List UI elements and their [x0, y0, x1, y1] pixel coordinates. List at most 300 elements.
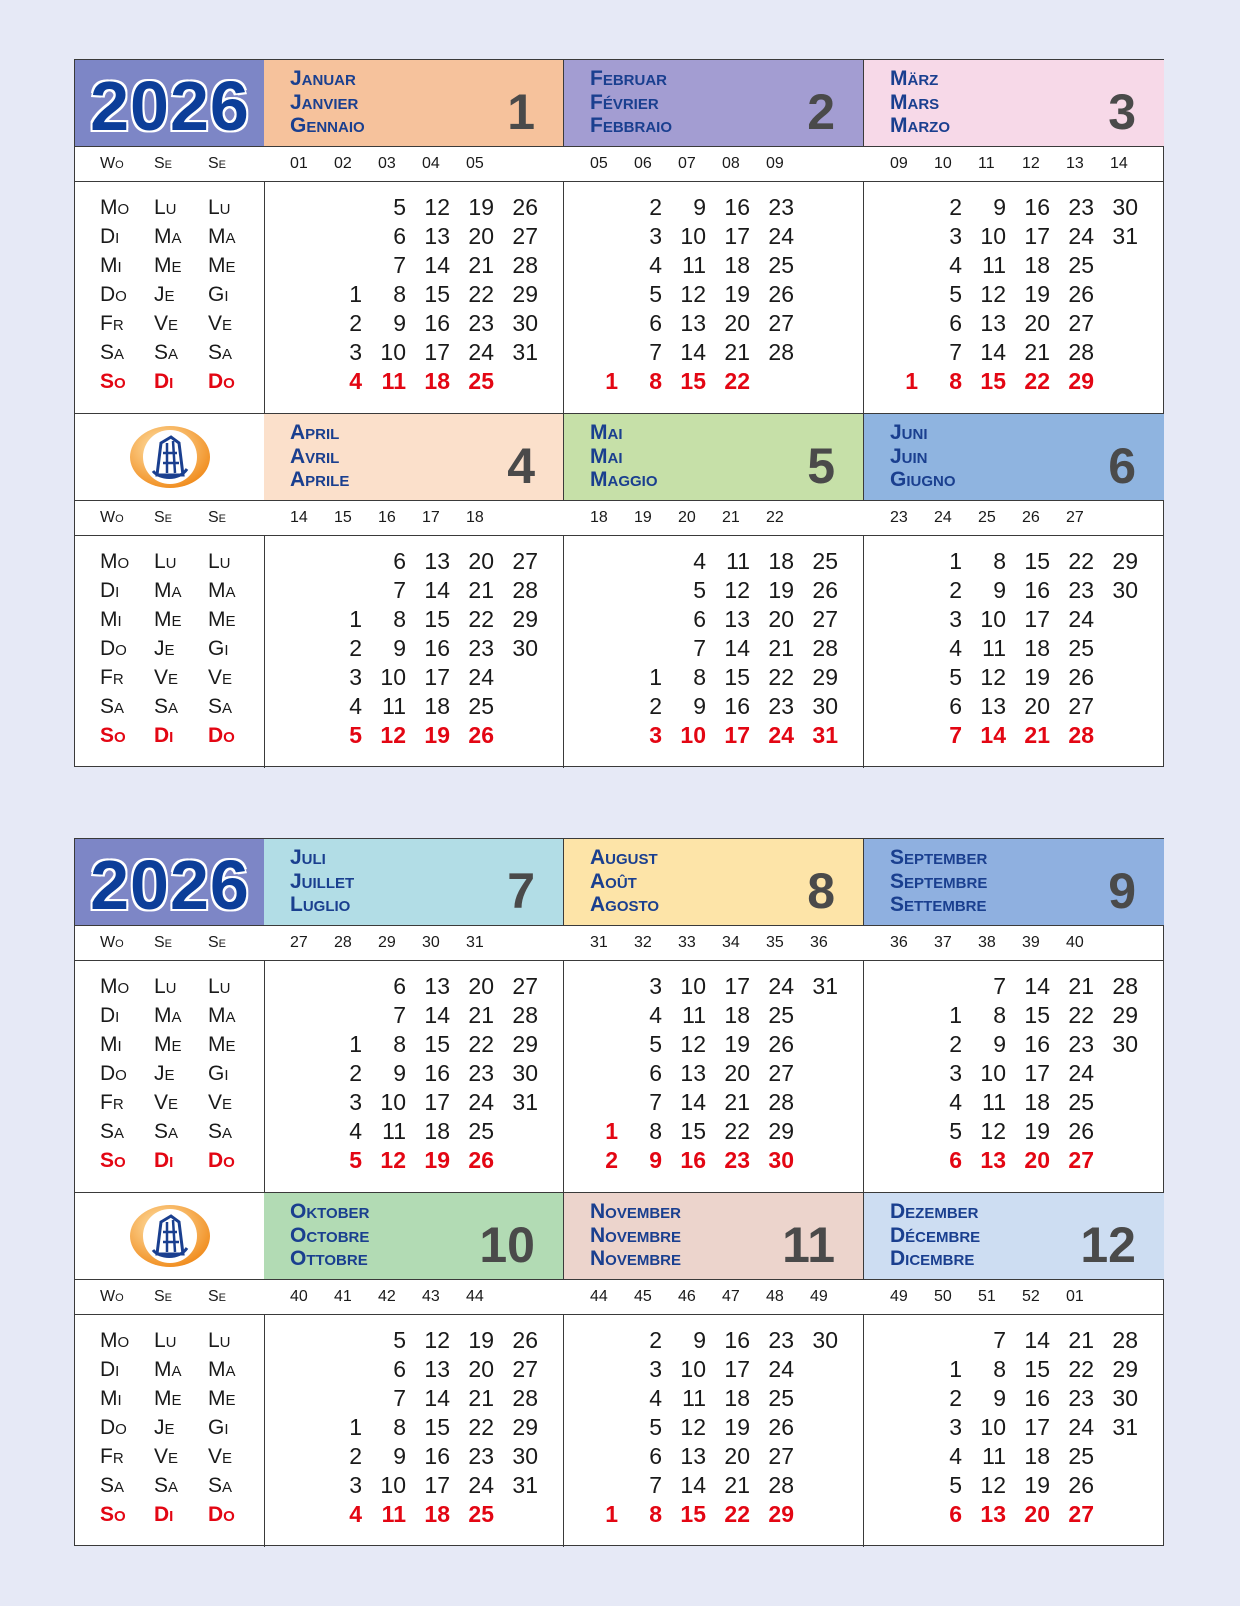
- day-cell: 17: [724, 722, 750, 748]
- day-cell: 15: [1024, 548, 1050, 574]
- day-cell: 2: [649, 194, 662, 220]
- month-name: Januar: [290, 67, 356, 90]
- day-cell: 15: [1024, 1002, 1050, 1028]
- week-number: 34: [722, 934, 740, 951]
- day-cell: 1: [605, 1118, 618, 1144]
- day-cell: 27: [768, 1060, 794, 1086]
- week-header-label: Wo: [100, 934, 124, 951]
- day-cell: 7: [393, 1002, 406, 1028]
- day-cell: 18: [724, 252, 750, 278]
- month-name: Août: [590, 869, 637, 893]
- week-number: 28: [334, 934, 352, 951]
- day-cell: 18: [1024, 1443, 1050, 1469]
- month-header-11: [564, 1193, 864, 1279]
- week-number: 48: [766, 1288, 784, 1305]
- day-cell: 19: [1024, 1118, 1050, 1144]
- day-cell: 26: [468, 1147, 494, 1173]
- day-cell: 19: [468, 194, 494, 220]
- day-cell: 13: [424, 548, 450, 574]
- day-cell: 21: [724, 339, 750, 365]
- week-number: 20: [678, 509, 696, 526]
- year-header: [75, 839, 265, 925]
- month-names: [590, 67, 672, 138]
- day-cell: 7: [649, 339, 662, 365]
- day-cell: 1: [605, 368, 618, 394]
- day-cell: 8: [393, 1031, 406, 1057]
- day-cell: 1: [349, 281, 362, 307]
- day-cell: 30: [512, 1060, 538, 1086]
- month-header-9: [864, 839, 1164, 925]
- day-cell: 10: [380, 664, 406, 690]
- day-label: Me: [154, 254, 182, 277]
- day-label: Di: [154, 1503, 174, 1526]
- day-label: Me: [208, 608, 236, 631]
- day-cell: 11: [682, 252, 706, 278]
- month-name: Ottobre: [290, 1247, 368, 1270]
- day-cell: 19: [768, 577, 794, 603]
- day-cell: 19: [1024, 664, 1050, 690]
- day-cell: 16: [680, 1147, 706, 1173]
- month-names: [890, 421, 956, 492]
- day-cell: 3: [949, 1414, 962, 1440]
- day-label: Sa: [100, 1474, 125, 1497]
- day-cell: 18: [1024, 252, 1050, 278]
- day-cell: 3: [949, 1060, 962, 1086]
- day-cell: 24: [468, 1472, 494, 1498]
- day-cell: 3: [949, 606, 962, 632]
- day-cell: 26: [768, 1031, 794, 1057]
- day-cell: 4: [349, 693, 362, 719]
- day-label: Gi: [208, 1062, 229, 1085]
- week-number: 37: [934, 934, 952, 951]
- day-cell: 18: [724, 1002, 750, 1028]
- day-label: Do: [100, 1062, 127, 1085]
- week-number: 23: [890, 509, 908, 526]
- day-label: Me: [208, 1387, 236, 1410]
- day-cell: 29: [1112, 548, 1138, 574]
- day-cell: 19: [724, 1031, 750, 1057]
- day-cell: 15: [680, 1118, 706, 1144]
- day-cell: 8: [393, 281, 406, 307]
- month-number: 7: [507, 863, 535, 919]
- month-name: Juin: [890, 444, 928, 468]
- day-cell: 23: [768, 693, 794, 719]
- day-cell: 1: [649, 664, 662, 690]
- day-cell: 17: [424, 1472, 450, 1498]
- day-cell: 7: [649, 1089, 662, 1115]
- day-cell: 12: [980, 281, 1006, 307]
- day-label: Ve: [154, 312, 179, 335]
- month-name: Novembre: [590, 1247, 682, 1270]
- day-cell: 30: [768, 1147, 794, 1173]
- week-number: 02: [334, 155, 352, 172]
- day-cell: 15: [680, 368, 706, 394]
- day-cell: 28: [1112, 973, 1138, 999]
- day-cell: 22: [468, 1414, 494, 1440]
- day-label: Ve: [208, 1445, 233, 1468]
- month-names: [590, 846, 659, 917]
- day-cell: 24: [768, 973, 794, 999]
- month-name: Luglio: [290, 893, 351, 916]
- month-header-5: [564, 414, 864, 500]
- month-name: Giugno: [890, 468, 956, 491]
- day-cell: 15: [424, 1031, 450, 1057]
- calendar-block: [75, 839, 1163, 1193]
- day-label: Ma: [154, 1358, 182, 1381]
- day-cell: 12: [380, 722, 406, 748]
- day-cell: 7: [393, 252, 406, 278]
- day-cell: 1: [349, 1414, 362, 1440]
- day-cell: 24: [1068, 1414, 1094, 1440]
- week-number: 46: [678, 1288, 696, 1305]
- week-number: 09: [890, 155, 908, 172]
- day-cell: 13: [980, 693, 1006, 719]
- month-name: Febbraio: [590, 114, 672, 137]
- month-header-3: [864, 60, 1164, 146]
- week-number: 05: [466, 155, 484, 172]
- day-cell: 29: [768, 1118, 794, 1144]
- day-cell: 19: [1024, 1472, 1050, 1498]
- day-cell: 12: [680, 1414, 706, 1440]
- month-name: Avril: [290, 444, 340, 468]
- day-cell: 8: [393, 606, 406, 632]
- day-cell: 1: [949, 548, 962, 574]
- day-cell: 21: [724, 1089, 750, 1115]
- day-cell: 22: [724, 1501, 750, 1527]
- day-cell: 2: [649, 693, 662, 719]
- day-cell: 4: [949, 1089, 962, 1115]
- week-number: 44: [590, 1288, 608, 1305]
- day-cell: 11: [982, 252, 1006, 278]
- day-cell: 16: [1024, 577, 1050, 603]
- day-label: Di: [154, 724, 174, 747]
- month-name: Februar: [590, 67, 667, 90]
- day-cell: 25: [468, 1501, 494, 1527]
- month-name: Décembre: [890, 1223, 981, 1247]
- day-cell: 19: [724, 281, 750, 307]
- day-cell: 3: [649, 973, 662, 999]
- day-cell: 17: [724, 223, 750, 249]
- week-header-label: Wo: [100, 155, 124, 172]
- day-label: Lu: [154, 196, 177, 219]
- day-cell: 20: [768, 606, 794, 632]
- day-cell: 23: [468, 310, 494, 336]
- day-label: Fr: [100, 1091, 124, 1114]
- month-names: [890, 67, 950, 138]
- day-cell: 1: [949, 1002, 962, 1028]
- day-cell: 31: [512, 339, 538, 365]
- day-label: Do: [100, 283, 127, 306]
- day-cell: 23: [468, 1060, 494, 1086]
- month-name: April: [290, 421, 340, 444]
- day-label: Ve: [154, 1445, 179, 1468]
- week-number: 17: [422, 509, 440, 526]
- week-number: 27: [1066, 509, 1084, 526]
- week-number: 36: [890, 934, 908, 951]
- day-cell: 17: [1024, 1414, 1050, 1440]
- day-label: So: [100, 1503, 126, 1526]
- day-cell: 3: [349, 339, 362, 365]
- day-cell: 15: [1024, 1356, 1050, 1382]
- week-number: 10: [934, 155, 952, 172]
- month-name: Juni: [890, 421, 928, 444]
- day-label: Sa: [100, 341, 125, 364]
- day-cell: 7: [393, 1385, 406, 1411]
- day-cell: 13: [680, 1443, 706, 1469]
- day-cell: 5: [949, 1472, 962, 1498]
- day-cell: 27: [512, 223, 538, 249]
- day-cell: 19: [1024, 281, 1050, 307]
- day-cell: 26: [812, 577, 838, 603]
- day-cell: 12: [980, 664, 1006, 690]
- day-cell: 10: [380, 339, 406, 365]
- day-cell: 14: [424, 1385, 450, 1411]
- day-cell: 10: [980, 1414, 1006, 1440]
- week-number-row: [75, 146, 1163, 182]
- day-cell: 1: [605, 1501, 618, 1527]
- day-cell: 15: [424, 281, 450, 307]
- week-number: 16: [378, 509, 396, 526]
- day-cell: 5: [393, 1327, 406, 1353]
- day-cell: 17: [424, 339, 450, 365]
- year-header: [75, 60, 265, 146]
- day-cell: 18: [1024, 635, 1050, 661]
- month-name: Mai: [590, 421, 623, 444]
- day-cell: 21: [768, 635, 794, 661]
- day-cell: 11: [382, 1118, 406, 1144]
- day-cell: 29: [1112, 1002, 1138, 1028]
- day-cell: 4: [349, 1118, 362, 1144]
- day-cell: 24: [1068, 606, 1094, 632]
- day-label: Ma: [154, 579, 182, 602]
- day-cell: 5: [949, 1118, 962, 1144]
- day-cell: 18: [424, 1501, 450, 1527]
- week-header-label: Wo: [100, 509, 124, 526]
- day-cell: 25: [768, 252, 794, 278]
- day-cell: 12: [424, 1327, 450, 1353]
- day-cell: 5: [649, 1414, 662, 1440]
- day-cell: 26: [768, 1414, 794, 1440]
- day-cell: 17: [1024, 606, 1050, 632]
- day-cell: 21: [1024, 339, 1050, 365]
- day-cell: 11: [682, 1002, 706, 1028]
- day-cell: 14: [680, 1472, 706, 1498]
- day-cell: 17: [424, 1089, 450, 1115]
- day-cell: 26: [1068, 664, 1094, 690]
- day-cell: 13: [980, 1501, 1006, 1527]
- day-cell: 21: [468, 1002, 494, 1028]
- week-number: 29: [378, 934, 396, 951]
- day-cell: 7: [393, 577, 406, 603]
- month-name: Dezember: [890, 1200, 979, 1223]
- week-number: 40: [290, 1288, 308, 1305]
- day-cell: 9: [693, 194, 706, 220]
- day-label: So: [100, 370, 126, 393]
- day-cell: 15: [424, 606, 450, 632]
- day-cell: 28: [1068, 339, 1094, 365]
- day-cell: 29: [512, 281, 538, 307]
- day-cell: 2: [349, 1443, 362, 1469]
- day-cell: 11: [382, 693, 406, 719]
- month-name: Septembre: [890, 869, 988, 893]
- day-label: Ve: [208, 1091, 233, 1114]
- week-header-label: Se: [154, 1288, 173, 1305]
- day-label: Di: [100, 1358, 120, 1381]
- day-cell: 14: [1024, 973, 1050, 999]
- day-cell: 25: [468, 1118, 494, 1144]
- week-header-label: Se: [154, 509, 173, 526]
- day-label: Me: [154, 1387, 182, 1410]
- day-cell: 10: [680, 223, 706, 249]
- day-cell: 1: [905, 368, 918, 394]
- day-cell: 22: [468, 1031, 494, 1057]
- day-label: Ve: [154, 666, 179, 689]
- day-cell: 5: [693, 577, 706, 603]
- day-cell: 17: [1024, 223, 1050, 249]
- day-cell: 26: [468, 722, 494, 748]
- week-number: 18: [590, 509, 608, 526]
- week-header-label: Se: [154, 155, 173, 172]
- day-cell: 19: [424, 1147, 450, 1173]
- day-cell: 18: [424, 1118, 450, 1144]
- day-cell: 14: [1024, 1327, 1050, 1353]
- day-cell: 30: [1112, 1385, 1138, 1411]
- day-cell: 30: [1112, 577, 1138, 603]
- day-label: Mi: [100, 1387, 122, 1410]
- day-cell: 17: [1024, 1060, 1050, 1086]
- day-label: Sa: [208, 341, 233, 364]
- month-names: [290, 67, 365, 138]
- week-number: 14: [290, 509, 308, 526]
- day-cell: 9: [693, 693, 706, 719]
- day-cell: 21: [468, 577, 494, 603]
- week-number: 45: [634, 1288, 652, 1305]
- day-cell: 27: [1068, 310, 1094, 336]
- day-cell: 3: [349, 1089, 362, 1115]
- month-name: Dicembre: [890, 1247, 975, 1270]
- day-cell: 23: [1068, 577, 1094, 603]
- day-cell: 6: [949, 693, 962, 719]
- day-cell: 23: [468, 635, 494, 661]
- day-cell: 17: [424, 664, 450, 690]
- day-cell: 6: [949, 1147, 962, 1173]
- day-label: Je: [154, 1416, 175, 1439]
- day-cell: 22: [724, 368, 750, 394]
- day-cell: 24: [1068, 1060, 1094, 1086]
- week-number-row: [75, 500, 1163, 536]
- month-number: 6: [1108, 438, 1136, 494]
- month-names: [590, 1200, 681, 1271]
- month-number: 4: [507, 438, 535, 494]
- week-number: 26: [1022, 509, 1040, 526]
- day-cell: 26: [1068, 281, 1094, 307]
- day-cell: 3: [649, 1356, 662, 1382]
- month-names: [890, 846, 987, 917]
- day-cell: 23: [468, 1443, 494, 1469]
- month-names: [290, 1200, 369, 1271]
- week-number: 13: [1066, 155, 1084, 172]
- day-cell: 13: [724, 606, 750, 632]
- week-header-label: Se: [208, 934, 227, 951]
- day-cell: 31: [812, 973, 838, 999]
- day-cell: 30: [512, 1443, 538, 1469]
- day-cell: 25: [468, 693, 494, 719]
- week-number: 35: [766, 934, 784, 951]
- day-cell: 18: [424, 368, 450, 394]
- day-cell: 25: [812, 548, 838, 574]
- day-cell: 9: [693, 1327, 706, 1353]
- day-label: Sa: [208, 1474, 233, 1497]
- month-name: Aprile: [290, 468, 350, 491]
- day-cell: 2: [649, 1327, 662, 1353]
- day-cell: 29: [812, 664, 838, 690]
- day-cell: 2: [949, 1385, 962, 1411]
- day-cell: 20: [468, 1356, 494, 1382]
- day-cell: 26: [512, 1327, 538, 1353]
- week-number: 38: [978, 934, 996, 951]
- day-label: Gi: [208, 1416, 229, 1439]
- day-cell: 24: [1068, 223, 1094, 249]
- day-cell: 22: [1068, 548, 1094, 574]
- day-cell: 12: [724, 577, 750, 603]
- week-number: 14: [1110, 155, 1128, 172]
- day-label: Mi: [100, 254, 122, 277]
- day-cell: 13: [424, 223, 450, 249]
- day-cell: 27: [512, 973, 538, 999]
- day-cell: 28: [1112, 1327, 1138, 1353]
- month-name: Janvier: [290, 90, 359, 114]
- month-name: März: [890, 67, 939, 90]
- day-cell: 18: [1024, 1089, 1050, 1115]
- day-cell: 28: [768, 1472, 794, 1498]
- day-cell: 10: [380, 1472, 406, 1498]
- day-cell: 28: [512, 252, 538, 278]
- day-cell: 6: [393, 548, 406, 574]
- day-cell: 20: [724, 1060, 750, 1086]
- day-cell: 16: [724, 1327, 750, 1353]
- calendar-half-1: [74, 59, 1164, 767]
- day-label: Do: [208, 370, 235, 393]
- day-cell: 11: [726, 548, 750, 574]
- day-cell: 7: [993, 973, 1006, 999]
- day-cell: 1: [349, 606, 362, 632]
- week-number-row: [75, 1279, 1163, 1315]
- month-name: Oktober: [290, 1200, 370, 1223]
- day-cell: 20: [468, 973, 494, 999]
- day-cell: 11: [982, 1089, 1006, 1115]
- day-label: So: [100, 724, 126, 747]
- day-cell: 11: [982, 1443, 1006, 1469]
- day-cell: 18: [768, 548, 794, 574]
- day-cell: 8: [649, 1118, 662, 1144]
- day-cell: 9: [993, 194, 1006, 220]
- month-header-1: [264, 60, 564, 146]
- day-cell: 10: [380, 1089, 406, 1115]
- day-cell: 19: [468, 1327, 494, 1353]
- day-cell: 5: [949, 281, 962, 307]
- day-cell: 2: [949, 194, 962, 220]
- month-names: [290, 421, 349, 492]
- day-cell: 29: [1112, 1356, 1138, 1382]
- day-cell: 3: [949, 223, 962, 249]
- day-cell: 6: [393, 223, 406, 249]
- day-cell: 12: [380, 1147, 406, 1173]
- month-header-6: [864, 414, 1164, 500]
- day-label: Lu: [208, 975, 231, 998]
- day-cell: 4: [649, 1385, 662, 1411]
- day-cell: 4: [649, 252, 662, 278]
- calendar-block: [75, 413, 1163, 768]
